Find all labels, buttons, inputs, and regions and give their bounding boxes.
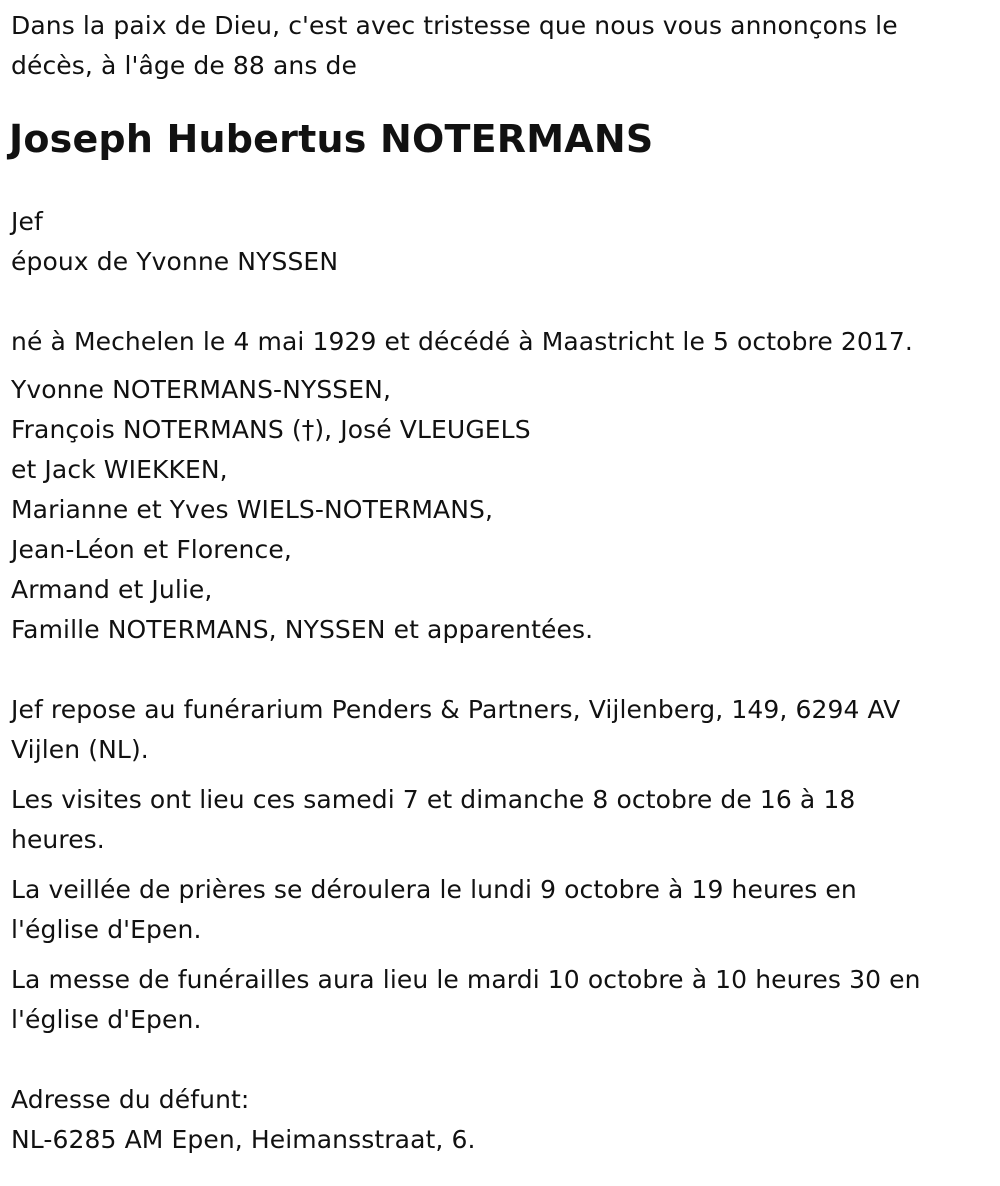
mass-line: l'église d'Epen.	[11, 1005, 202, 1034]
repose-paragraph	[11, 690, 988, 770]
mass-paragraph	[11, 960, 988, 1040]
visits-paragraph	[11, 780, 988, 860]
birth-death-line: né à Mechelen le 4 mai 1929 et décédé à Maastricht le 5 octobre 2017.	[11, 327, 913, 356]
intro-line: Dans la paix de Dieu, c'est avec tristesse que nous vous annonçons le	[11, 11, 898, 40]
family-member: François NOTERMANS (†), José VLEUGELS	[11, 415, 531, 444]
vigil-line: l'église d'Epen.	[11, 915, 202, 944]
family-member: Jean-Léon et Florence,	[11, 535, 292, 564]
family-member: Armand et Julie,	[11, 575, 213, 604]
address-label: Adresse du défunt:	[11, 1085, 250, 1114]
visits-line: Les visites ont lieu ces samedi 7 et dimanche 8 octobre de 16 à 18	[11, 785, 856, 814]
nickname-block	[11, 202, 988, 282]
nickname: Jef	[11, 207, 43, 236]
spouse-line: époux de Yvonne NYSSEN	[11, 247, 339, 276]
intro-line: décès, à l'âge de 88 ans de	[11, 51, 357, 80]
vigil-line: La veillée de prières se déroulera le lundi 9 octobre à 19 heures en	[11, 875, 857, 904]
deceased-name: Joseph Hubertus NOTERMANS	[9, 117, 654, 161]
family-member: Famille NOTERMANS, NYSSEN et apparentées.	[11, 615, 594, 644]
family-member: Marianne et Yves WIELS-NOTERMANS,	[11, 495, 494, 524]
mass-line: La messe de funérailles aura lieu le mardi 10 octobre à 10 heures 30 en	[11, 965, 921, 994]
family-member: Yvonne NOTERMANS-NYSSEN,	[11, 375, 392, 404]
family-member: et Jack WIEKKEN,	[11, 455, 228, 484]
birth-death-block	[11, 322, 988, 362]
intro-paragraph	[11, 6, 988, 86]
address-value: NL-6285 AM Epen, Heimansstraat, 6.	[11, 1125, 476, 1154]
visits-line: heures.	[11, 825, 105, 854]
repose-line: Vijlen (NL).	[11, 735, 149, 764]
vigil-paragraph	[11, 870, 988, 950]
family-list	[11, 370, 988, 650]
repose-line: Jef repose au funérarium Penders & Partners, Vijlenberg, 149, 6294 AV	[11, 695, 901, 724]
address-block	[11, 1080, 988, 1160]
